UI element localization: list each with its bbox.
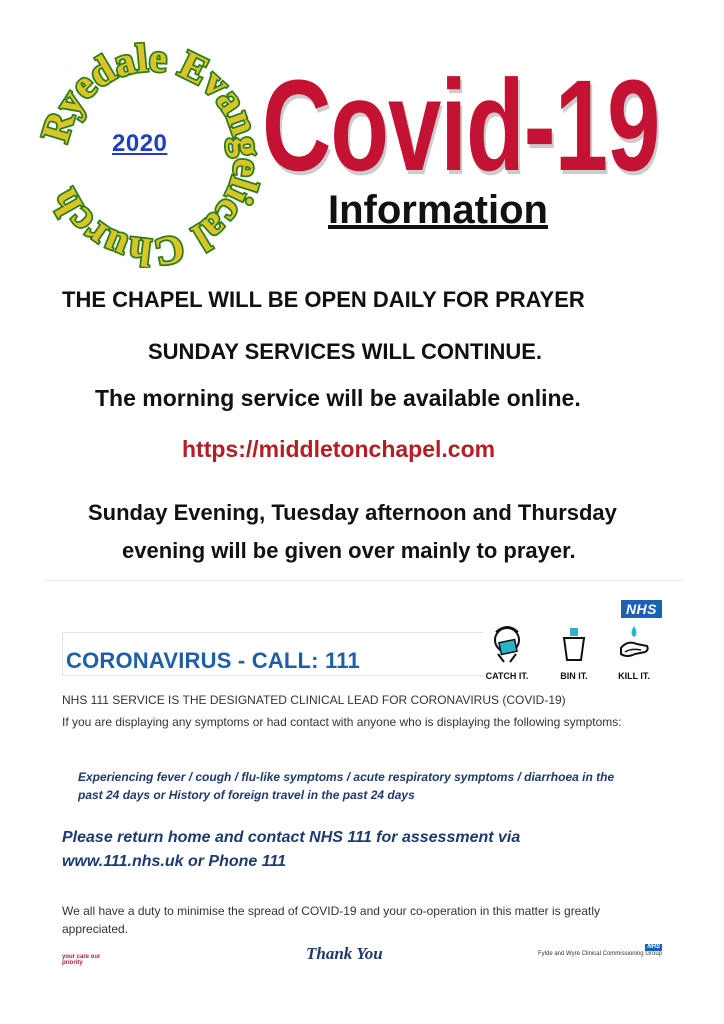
tissue-face-icon (490, 624, 524, 664)
notice-prayer-line-1: Sunday Evening, Tuesday afternoon and Thursday (88, 500, 617, 525)
your-care-logo: your care our priority (62, 954, 101, 966)
page-title: Covid-19 (262, 53, 660, 199)
symptom-intro: If you are displaying any symptoms or had contact with anyone who is displaying the following symptoms: (62, 715, 622, 729)
catch-it-label: CATCH IT. (485, 671, 529, 681)
duty-text: We all have a duty to minimise the spread of COVID-19 and your co-operation in this matter is greatly appreciated. (62, 904, 601, 936)
handwash-icon (617, 624, 651, 664)
ccg-nhs-logo: NHS (647, 944, 660, 950)
bin-it-label: BIN IT. (560, 671, 588, 681)
ccg-logo (538, 944, 662, 958)
notice-sunday-services: SUNDAY SERVICES WILL CONTINUE. (148, 339, 543, 364)
symptom-list: Experiencing fever / cough / flu-like symptoms / acute respiratory symptoms / diarrhoea in the past 24 days or History of foreign travel in the past 24 days (78, 770, 615, 802)
nhs-poster (44, 580, 682, 975)
notice-open-daily: THE CHAPEL WILL BE OPEN DAILY FOR PRAYER (62, 287, 585, 312)
bin-it-pictogram (549, 624, 599, 681)
bin-icon (559, 624, 589, 664)
logo-year: 2020 (112, 130, 168, 157)
kill-it-label: KILL IT. (618, 671, 650, 681)
notice-morning-online: The morning service will be available online. (95, 385, 581, 411)
return-home-instruction: Please return home and contact NHS 111 for assessment via www.111.nhs.uk or Phone 111 (62, 829, 521, 870)
catch-it-pictogram (482, 624, 532, 681)
ccg-name: Fylde and Wyre Clinical Commissioning Group (538, 951, 662, 957)
nhs-lead-text: NHS 111 SERVICE IS THE DESIGNATED CLINICAL LEAD FOR CORONAVIRUS (COVID-19) (62, 693, 566, 707)
page-subtitle: Information (328, 188, 548, 232)
logo-ring-text: yedale Evan lical Church (40, 42, 264, 268)
nhs-logo: NHS (621, 600, 662, 618)
poster-divider (44, 580, 682, 581)
website-link[interactable]: https://middletonchapel.com (182, 436, 496, 462)
poster-title: CORONAVIRUS - CALL: 111 (66, 648, 360, 673)
kill-it-pictogram (609, 624, 659, 681)
thank-you-text: Thank You (306, 944, 383, 963)
notice-prayer-line-2: evening will be given over mainly to prayer. (122, 538, 576, 563)
